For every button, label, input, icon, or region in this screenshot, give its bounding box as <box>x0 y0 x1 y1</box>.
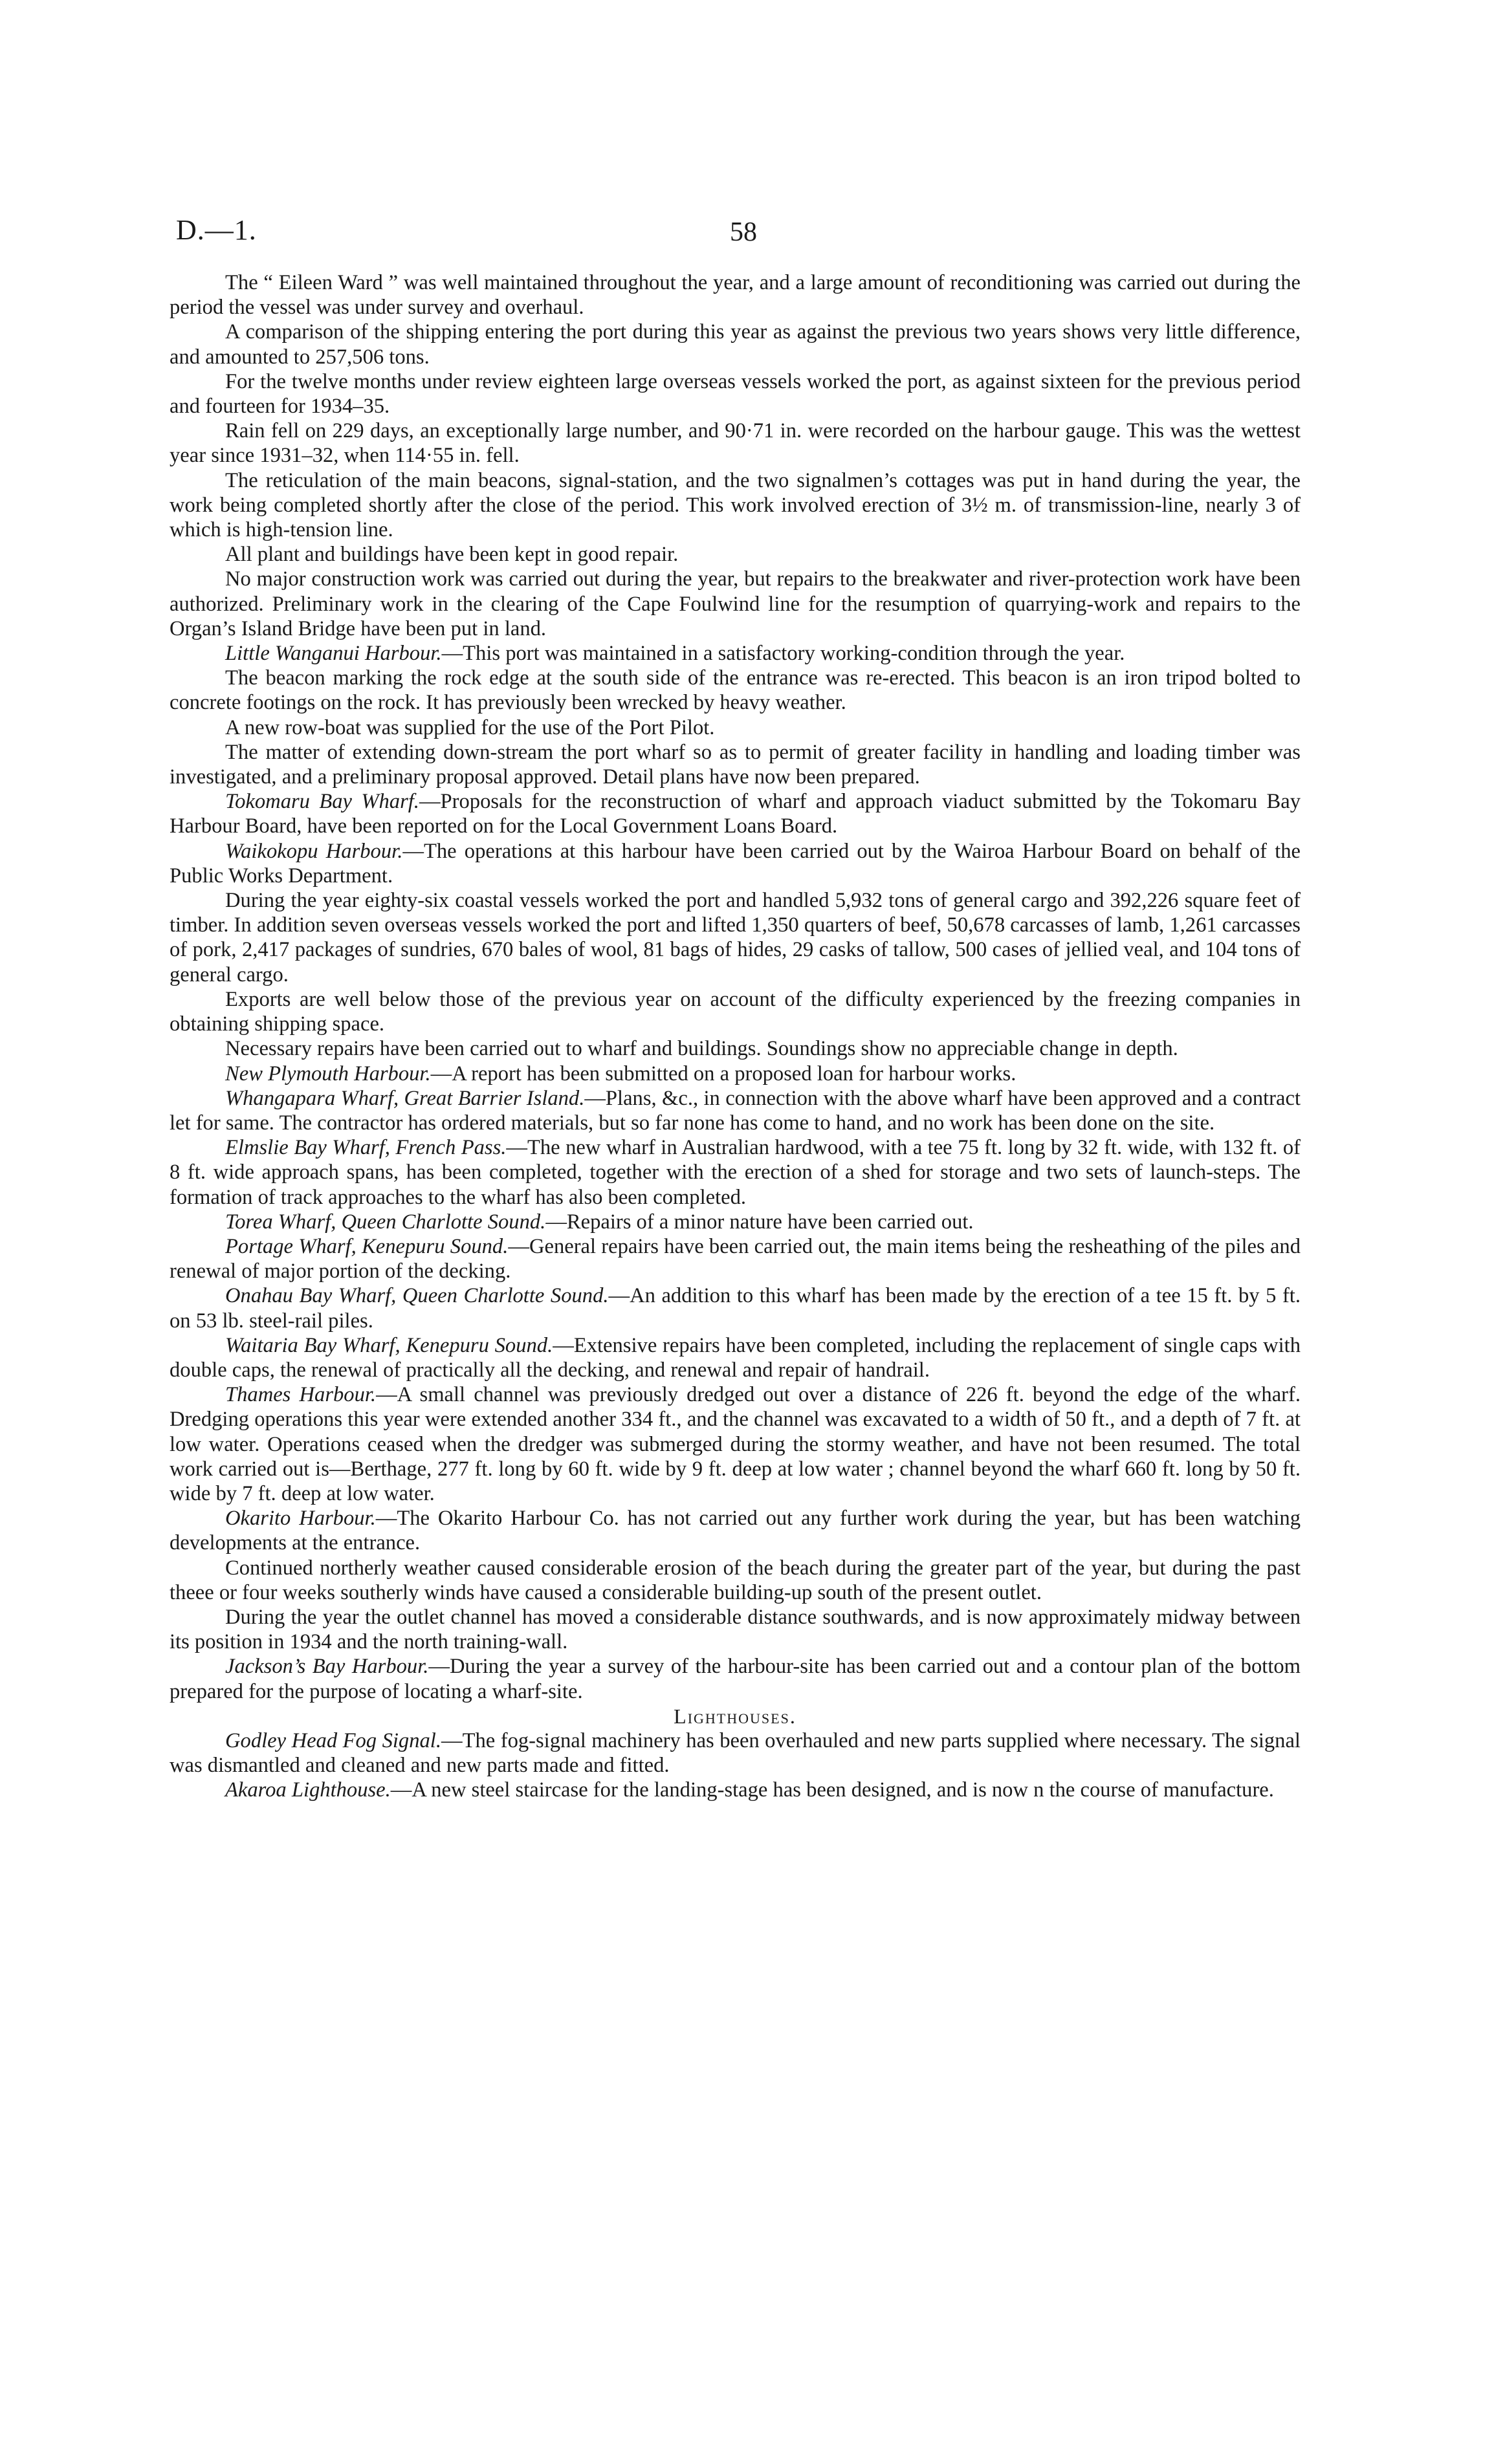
body-text <box>170 270 1301 1803</box>
paragraph-lead: Whangapara Wharf, Great Barrier Island. <box>225 1086 585 1110</box>
paragraph <box>170 789 1301 838</box>
paragraph <box>170 1086 1301 1135</box>
paragraph <box>170 468 1301 543</box>
paragraph-lead: Godley Head Fog Signal. <box>225 1728 441 1752</box>
paragraph <box>170 715 1301 740</box>
paragraph-text: —This port was maintained in a satisfactory working-condition through the year. <box>441 642 1125 666</box>
paragraph-text: Continued northerly weather caused considerable erosion of the beach during the greater part of the year, but during the past theee or four weeks southerly winds have caused a considerable building-up south of the present outlet. <box>170 1556 1301 1604</box>
paragraph <box>170 1654 1301 1703</box>
paragraph <box>170 1036 1301 1061</box>
paragraph-text: —Repairs of a minor nature have been carried out. <box>545 1210 974 1234</box>
paragraph-text: —Extensive repairs have been completed, including the replacement of single caps with double caps, the renewal of practically all the decking, and renewal and repair of handrail. <box>170 1333 1301 1382</box>
paragraph <box>170 270 1301 320</box>
paragraph <box>170 1556 1301 1605</box>
paragraph <box>170 542 1301 567</box>
paragraph-lead: Akaroa Lighthouse. <box>225 1778 391 1802</box>
paragraph <box>170 1135 1301 1210</box>
paragraph <box>170 641 1301 666</box>
paragraph-text: Necessary repairs have been carried out to wharf and buildings. Soundings show no appreciable change in depth. <box>225 1037 1178 1061</box>
paragraph <box>170 1506 1301 1555</box>
paragraph-text: The reticulation of the main beacons, signal-station, and the two signalmen’s cottages was put in hand during the year, the work being completed shortly after the close of the period. This work involved erection of 3½ m. of transmission-line, nearly 3 of which is high-tension line. <box>170 468 1301 542</box>
paragraph-text: During the year eighty-six coastal vessels worked the port and handled 5,932 tons of general cargo and 392,226 square feet of timber. In addition seven overseas vessels worked the port and lifted 1,350 quarters of beef, 50,678 carcasses of lamb, 1,261 carcasses of pork, 2,417 packages of sundries, 670 bales of wool, 81 bags of hides, 29 casks of tallow, 500 cases of jellied veal, and 104 tons of general cargo. <box>170 889 1301 987</box>
paragraph-lead: Little Wanganui Harbour. <box>225 642 442 666</box>
paragraph-text: No major construction work was carried out during the year, but repairs to the breakwater and river-protection work have been authorized. Preliminary work in the clearing of the Cape Foulwind line for the resumption of quarrying-work and repairs to the Organ’s Island Bridge have been put in land. <box>170 567 1301 640</box>
paragraph-text: —A new steel staircase for the landing-stage has been designed, and is now n the course of manufacture. <box>390 1778 1274 1802</box>
paragraph-lead: Okarito Harbour. <box>225 1507 376 1531</box>
paragraph-text: Rain fell on 229 days, an exceptionally large number, and 90·71 in. were recorded on the harbour gauge. This was the wettest year since 1931–32, when 114·55 in. fell. <box>170 419 1301 468</box>
paragraph-lead: Elmslie Bay Wharf, French Pass. <box>225 1136 507 1160</box>
paragraph <box>170 320 1301 369</box>
paragraph-text: —During the year a survey of the harbour-site has been carried out and a contour plan of the bottom prepared for the purpose of locating a wharf-site. <box>170 1655 1301 1703</box>
paragraph-text: A comparison of the shipping entering the port during this year as against the previous two years shows very little difference, and amounted to 257,506 tons. <box>170 320 1301 369</box>
paragraph <box>170 666 1301 715</box>
paragraph-text: —A report has been submitted on a proposed loan for harbour works. <box>430 1062 1016 1085</box>
paragraph <box>170 369 1301 419</box>
paragraph-text: The beacon marking the rock edge at the south side of the entrance was re-erected. This beacon is an iron tripod bolted to concrete footings on the rock. It has previously been wrecked by heavy weather. <box>170 666 1301 715</box>
paragraph <box>170 839 1301 888</box>
paragraph <box>170 1283 1301 1333</box>
paragraph <box>170 888 1301 987</box>
paragraph <box>170 1778 1301 1802</box>
paragraph <box>170 419 1301 468</box>
paragraph-lead: New Plymouth Harbour. <box>225 1062 431 1085</box>
paragraph-lead: Jackson’s Bay Harbour. <box>225 1655 429 1679</box>
paragraph <box>170 1605 1301 1654</box>
paragraph-lead: Onahau Bay Wharf, Queen Charlotte Sound. <box>225 1284 609 1308</box>
paragraph-text: For the twelve months under review eighteen large overseas vessels worked the port, as against sixteen for the previous period and fourteen for 1934–35. <box>170 369 1301 419</box>
paragraph-lead: Torea Wharf, Queen Charlotte Sound. <box>225 1210 546 1234</box>
paragraph-lead: Tokomaru Bay Wharf. <box>225 790 419 814</box>
page-number: 58 <box>730 217 757 247</box>
paragraph-text: —The Okarito Harbour Co. has not carried out any further work during the year, but has been watching developments at the entrance. <box>170 1507 1301 1555</box>
paragraph-text: All plant and buildings have been kept in good repair. <box>225 543 679 567</box>
paragraph-text: The matter of extending down-stream the port wharf so as to permit of greater facility in handling and loading timber was investigated, and a preliminary proposal approved. Detail plans have now been prepared. <box>170 740 1301 789</box>
paragraph-text: —General repairs have been carried out, the main items being the resheathing of the piles and renewal of major portion of the decking. <box>170 1234 1301 1283</box>
paragraph-text: During the year the outlet channel has moved a considerable distance southwards, and is now approximately midway between its position in 1934 and the north training-wall. <box>170 1605 1301 1654</box>
paragraph-text: The “ Eileen Ward ” was well maintained throughout the year, and a large amount of reconditioning was carried out during the period the vessel was under survey and overhaul. <box>170 271 1301 320</box>
paragraph-lead: Waitaria Bay Wharf, Kenepuru Sound. <box>225 1333 553 1357</box>
main-section <box>170 270 1301 1704</box>
paragraph <box>170 987 1301 1036</box>
paragraph <box>170 740 1301 789</box>
paragraph <box>170 1210 1301 1234</box>
paragraph-text: —The operations at this harbour have been carried out by the Wairoa Harbour Board on behalf of the Public Works Department. <box>170 839 1301 888</box>
paragraph-text: —An addition to this wharf has been made by the erection of a tee 15 ft. by 5 ft. on 53 lb. steel-rail piles. <box>170 1284 1301 1333</box>
paragraph-text: A new row-boat was supplied for the use of the Port Pilot. <box>225 715 715 739</box>
paragraph <box>170 1728 1301 1778</box>
paragraph-text: —Proposals for the reconstruction of wharf and approach viaduct submitted by the Tokomaru Bay Harbour Board, have been reported on for the Local Government Loans Board. <box>170 790 1301 838</box>
paragraph-lead: Thames Harbour. <box>225 1383 377 1407</box>
paragraph-text: —A small channel was previously dredged out over a distance of 226 ft. beyond the edge of the wharf. Dredging operations this year were extended another 334 ft., and the channel was excavated to a width of 50 ft., and a depth of 7 ft. at low water. Operations ceased when the dredger was submerged during the stormy weather, and have not been resumed. The total work carried out is—Berthage, 277 ft. long by 60 ft. wide by 9 ft. deep at low water ; channel beyond the wharf 660 ft. long by 50 ft. wide by 7 ft. deep at low water. <box>170 1383 1301 1505</box>
paragraph <box>170 1382 1301 1506</box>
paragraph-lead: Waikokopu Harbour. <box>225 839 403 863</box>
paragraph-text: —Plans, &c., in connection with the above wharf have been approved and a contract let for same. The contractor has ordered materials, but so far none has come to hand, and no work has been done on the site. <box>170 1086 1301 1135</box>
paragraph <box>170 1062 1301 1086</box>
paragraph-text: —The fog-signal machinery has been overhauled and new parts supplied where necessary. The signal was dismantled and cleaned and new parts made and fitted. <box>170 1728 1301 1778</box>
paragraph <box>170 567 1301 641</box>
lighthouses-section <box>170 1728 1301 1803</box>
paragraph-text: —The new wharf in Australian hardwood, with a tee 75 ft. long by 32 ft. wide, with 132 ft. of 8 ft. wide approach spans, has been completed, together with the erection of a shed for storage and two sets of launch-steps. The formation of track approaches to the wharf has also been completed. <box>170 1136 1301 1209</box>
paragraph-lead: Portage Wharf, Kenepuru Sound. <box>225 1234 509 1258</box>
document-reference: D.—1. <box>176 214 257 246</box>
section-heading-lighthouses: Lighthouses. <box>674 1704 796 1728</box>
paragraph <box>170 1234 1301 1283</box>
paragraph-text: Exports are well below those of the previous year on account of the difficulty experienced by the freezing companies in obtaining shipping space. <box>170 987 1301 1036</box>
paragraph <box>170 1333 1301 1382</box>
